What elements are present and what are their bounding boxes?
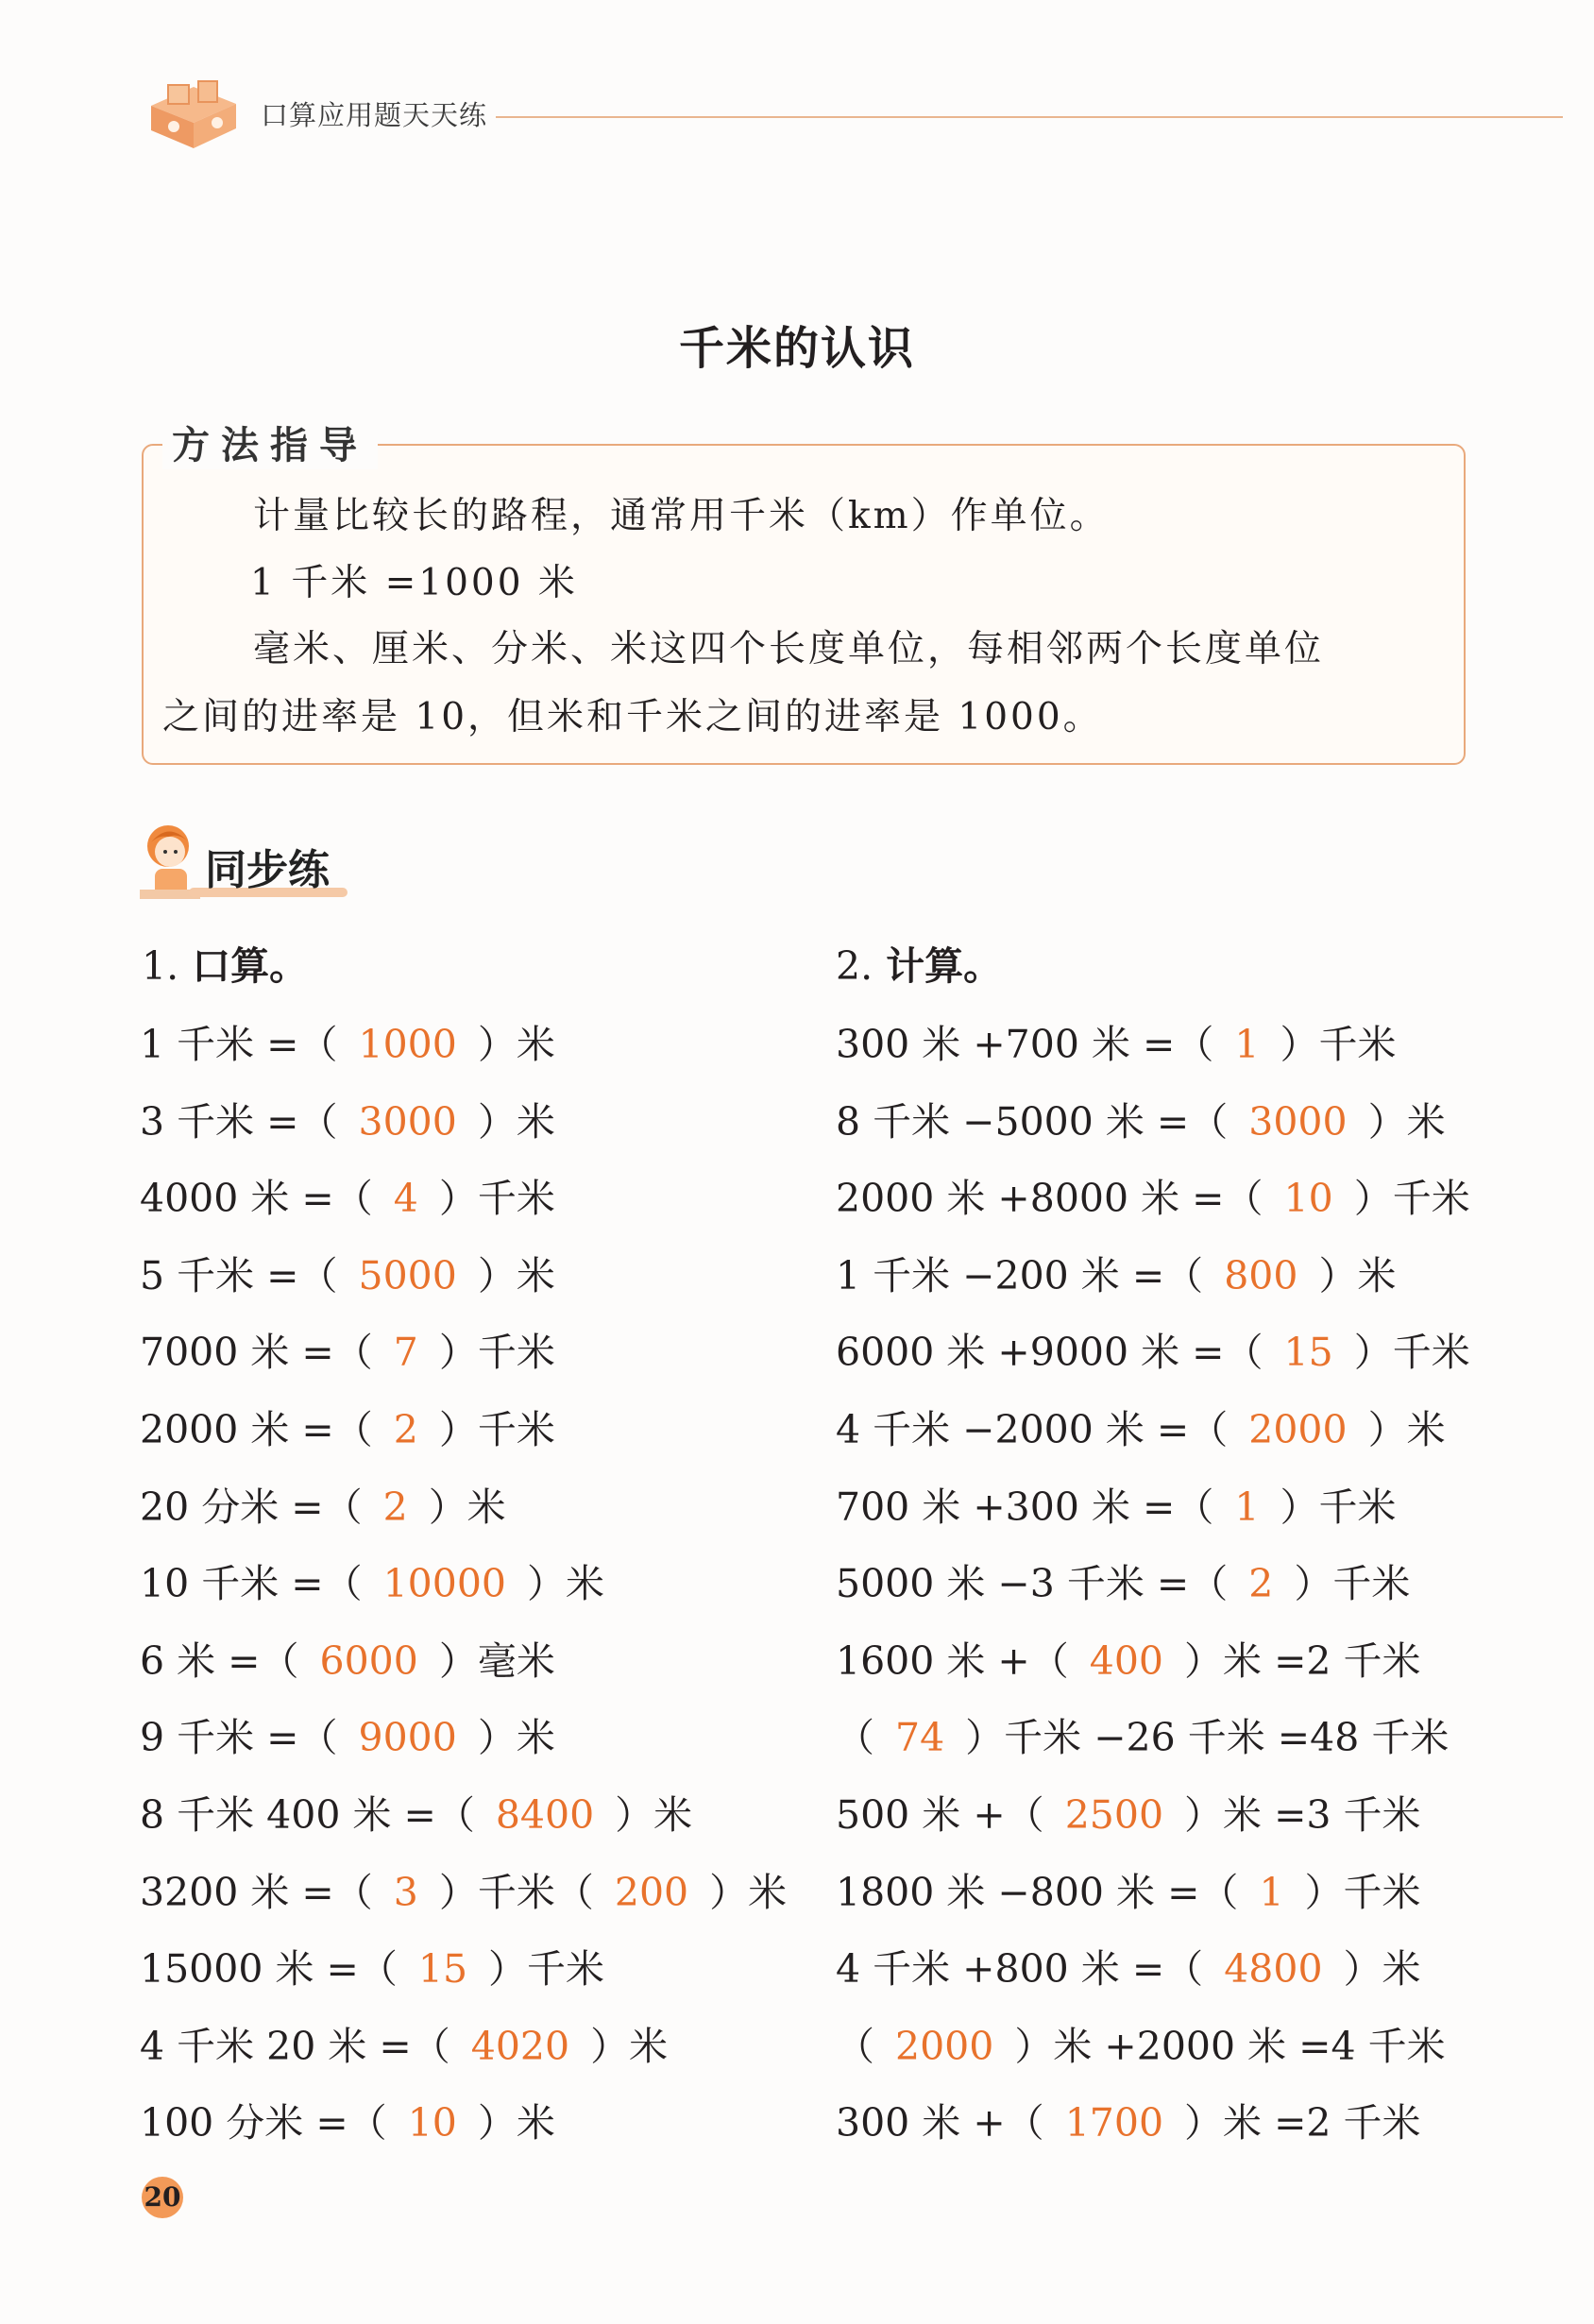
exercise-row — [836, 1399, 1446, 1454]
answer-blank: 10000 — [382, 1561, 507, 1606]
answer-blank: 4020 — [470, 2024, 570, 2069]
exercise-text: （ — [836, 1715, 874, 1760]
exercise-row — [140, 1552, 604, 1608]
exercise-text: ）千米 — [1294, 1561, 1411, 1606]
exercise-text: ）米 =2 千米 — [1184, 2100, 1421, 2146]
answer-blank: 3 — [393, 1870, 418, 1915]
method-line: 计量比较长的路程，通常用千米（km）作单位。 — [253, 495, 1110, 537]
book-title: 口算应用题天天练 — [261, 99, 488, 131]
exercise-row — [836, 1091, 1446, 1146]
exercise-text: ）千米 — [1280, 1022, 1397, 1067]
question-1-heading — [142, 935, 308, 991]
exercise-row — [836, 2015, 1446, 2071]
exercise-text: ）千米 — [438, 1176, 555, 1221]
answer-blank: 4 — [393, 1176, 418, 1221]
exercise-text: ）米 — [1367, 1099, 1446, 1145]
answer-blank: 3000 — [358, 1099, 457, 1145]
exercise-text: ）米 — [477, 1099, 555, 1145]
exercise-text: 2000 米 +8000 米 =（ — [836, 1176, 1263, 1221]
answer-blank: 3000 — [1248, 1099, 1348, 1145]
answer-blank: 8400 — [495, 1792, 595, 1838]
exercise-text: 300 米 +（ — [836, 2100, 1044, 2146]
exercise-text: 3200 米 =（ — [140, 1870, 373, 1915]
exercise-text: 4000 米 =（ — [140, 1176, 373, 1221]
exercise-text: 6 米 =（ — [140, 1638, 299, 1684]
exercise-text: 1800 米 −800 米 =（ — [836, 1870, 1239, 1915]
question-title: 计算。 — [886, 943, 1003, 989]
answer-blank: 10 — [407, 2100, 457, 2146]
exercise-text: ）千米 −26 千米 =48 千米 — [965, 1715, 1450, 1760]
answer-blank: 10 — [1283, 1176, 1333, 1221]
exercise-text: 10 千米 =（ — [140, 1561, 363, 1606]
answer-blank: 15 — [1283, 1330, 1333, 1375]
answer-blank: 2 — [1248, 1561, 1274, 1606]
exercise-text: 700 米 +300 米 =（ — [836, 1484, 1214, 1530]
exercise-text: ）米 — [709, 1870, 788, 1915]
answer-blank: 1000 — [358, 1022, 457, 1067]
question-2-heading — [836, 935, 1002, 991]
exercise-text: ）米 — [477, 1253, 555, 1298]
exercise-text: ）米 — [428, 1484, 506, 1530]
exercise-row — [140, 1013, 555, 1069]
exercise-row — [140, 1938, 604, 1993]
answer-blank: 400 — [1089, 1638, 1164, 1684]
answer-blank: 200 — [614, 1870, 689, 1915]
exercise-text: 8 千米 400 米 =（ — [140, 1792, 475, 1838]
answer-blank: 6000 — [319, 1638, 418, 1684]
exercise-text: ）米 — [1318, 1253, 1397, 1298]
exercise-row — [836, 1552, 1410, 1608]
exercise-text: 9 千米 =（ — [140, 1715, 338, 1760]
question-title: 口算。 — [192, 943, 309, 989]
answer-blank: 2 — [393, 1407, 418, 1452]
method-line: 毫米、厘米、分米、米这四个长度单位，每相邻两个长度单位 — [253, 628, 1325, 670]
exercise-text: ）米 — [590, 2024, 669, 2069]
exercise-text: 500 米 +（ — [836, 1792, 1044, 1838]
exercise-row — [836, 1706, 1449, 1762]
question-number: 2. — [836, 943, 873, 989]
answer-blank: 2 — [382, 1484, 408, 1530]
exercise-row — [836, 1861, 1421, 1917]
exercise-row — [836, 1630, 1421, 1686]
answer-blank: 2000 — [1248, 1407, 1348, 1452]
exercise-row — [140, 1784, 692, 1840]
exercise-text: ）千米 — [1304, 1870, 1421, 1915]
answer-blank: 1 — [1234, 1022, 1260, 1067]
exercise-text: 15000 米 =（ — [140, 1946, 398, 1992]
method-line: 之间的进率是 10，但米和千米之间的进率是 1000。 — [162, 696, 1103, 738]
exercise-text: ）米 — [477, 1022, 555, 1067]
exercise-row — [836, 1321, 1470, 1377]
exercise-text: （ — [836, 2024, 874, 2069]
exercise-text: 1600 米 +（ — [836, 1638, 1069, 1684]
exercise-text: ）千米 — [438, 1407, 555, 1452]
exercise-text: ）毫米 — [438, 1638, 555, 1684]
exercise-row — [836, 1167, 1470, 1223]
exercise-text: 5000 米 −3 千米 =（ — [836, 1561, 1229, 1606]
answer-blank: 15 — [417, 1946, 468, 1992]
exercise-row — [140, 2092, 555, 2147]
answer-blank: 9000 — [358, 1715, 457, 1760]
exercise-row — [140, 2015, 668, 2071]
exercise-text: ）千米 — [1353, 1176, 1470, 1221]
exercise-text: ）千米 — [488, 1946, 605, 1992]
exercise-text: ）米 =3 千米 — [1184, 1792, 1421, 1838]
exercise-text: ）千米 — [438, 1330, 555, 1375]
exercise-text: 4 千米 +800 米 =（ — [836, 1946, 1204, 1992]
exercise-text: ）米 — [527, 1561, 605, 1606]
exercise-row — [836, 1476, 1396, 1532]
exercise-text: ）米 =2 千米 — [1184, 1638, 1421, 1684]
exercise-text: 1 千米 =（ — [140, 1022, 338, 1067]
exercise-text: 4 千米 20 米 =（ — [140, 2024, 450, 2069]
exercise-row — [140, 1476, 506, 1532]
answer-blank: 1700 — [1064, 2100, 1164, 2146]
exercise-text: ）米 +2000 米 =4 千米 — [1014, 2024, 1446, 2069]
exercise-row — [836, 1938, 1421, 1993]
page-number: 20 — [142, 2177, 183, 2218]
exercise-text: 8 千米 −5000 米 =（ — [836, 1099, 1229, 1145]
exercise-text: ）米 — [477, 1715, 555, 1760]
answer-blank: 1 — [1234, 1484, 1260, 1530]
blocks-logo-icon — [142, 68, 246, 153]
exercise-text: 4 千米 −2000 米 =（ — [836, 1407, 1229, 1452]
exercise-row — [140, 1245, 555, 1300]
answer-blank: 7 — [393, 1330, 418, 1375]
answer-blank: 800 — [1224, 1253, 1298, 1298]
answer-blank: 4800 — [1224, 1946, 1323, 1992]
exercise-row — [836, 1245, 1396, 1300]
exercise-text: ）米 — [615, 1792, 693, 1838]
exercise-row — [836, 1784, 1421, 1840]
exercise-row — [140, 1861, 787, 1917]
exercise-text: ）米 — [1367, 1407, 1446, 1452]
lesson-title: 千米的认识 — [678, 322, 915, 375]
exercise-text: 7000 米 =（ — [140, 1330, 373, 1375]
exercise-text: 20 分米 =（ — [140, 1484, 363, 1530]
exercise-row — [836, 1013, 1396, 1069]
method-line: 1 千米 =1000 米 — [250, 562, 578, 604]
answer-blank: 5000 — [358, 1253, 457, 1298]
exercise-row — [140, 1091, 555, 1146]
exercise-row — [140, 1630, 555, 1686]
exercise-text: ）千米 — [1353, 1330, 1470, 1375]
answer-blank: 2000 — [895, 2024, 994, 2069]
exercise-text: 5 千米 =（ — [140, 1253, 338, 1298]
section-title: 同步练 — [205, 846, 330, 894]
exercise-row — [836, 2092, 1421, 2147]
exercise-text: 1 千米 −200 米 =（ — [836, 1253, 1204, 1298]
question-number: 1. — [142, 943, 179, 989]
exercise-text: 6000 米 +9000 米 =（ — [836, 1330, 1263, 1375]
exercise-row — [140, 1167, 555, 1223]
exercise-text: ）米 — [1343, 1946, 1421, 1992]
exercise-text: ）米 — [477, 2100, 555, 2146]
exercise-text: 2000 米 =（ — [140, 1407, 373, 1452]
exercise-row — [140, 1399, 555, 1454]
exercise-text: 100 分米 =（ — [140, 2100, 387, 2146]
exercise-text: ）千米 — [1280, 1484, 1397, 1530]
exercise-text: ）千米（ — [438, 1870, 594, 1915]
answer-blank: 2500 — [1064, 1792, 1164, 1838]
header-rule — [496, 116, 1563, 118]
exercise-row — [140, 1321, 555, 1377]
exercise-text: 3 千米 =（ — [140, 1099, 338, 1145]
exercise-row — [140, 1706, 555, 1762]
answer-blank: 74 — [895, 1715, 945, 1760]
exercise-text: 300 米 +700 米 =（ — [836, 1022, 1214, 1067]
answer-blank: 1 — [1259, 1870, 1284, 1915]
method-guidance-label: 方法指导 — [162, 416, 378, 469]
